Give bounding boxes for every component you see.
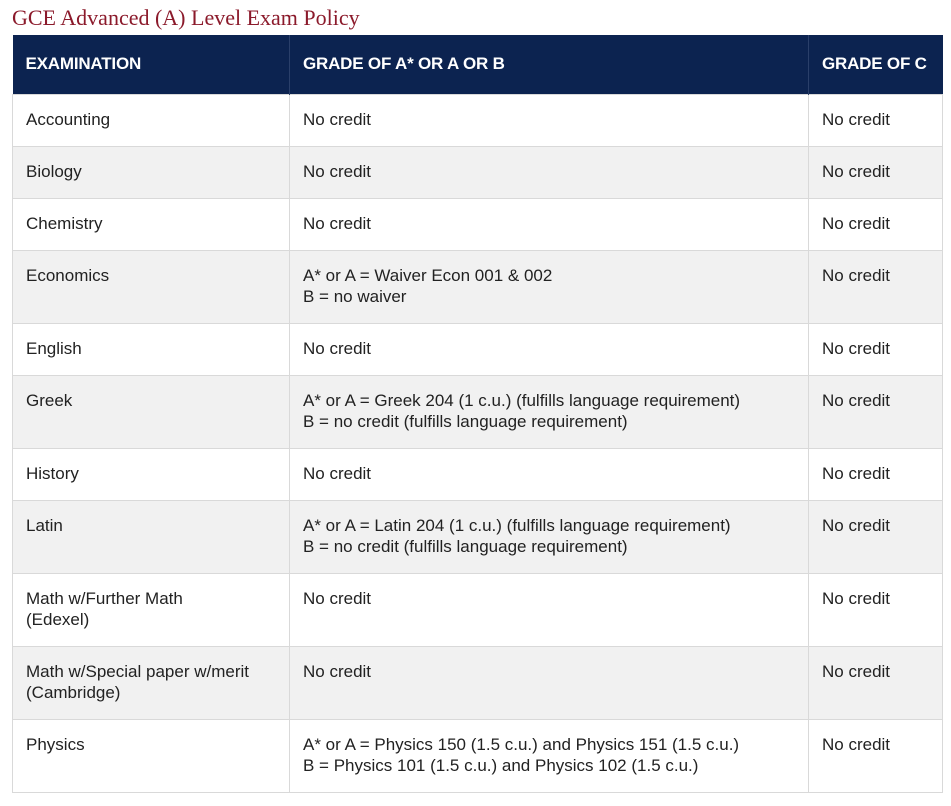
header-row: [13, 35, 943, 94]
table-row: [13, 94, 943, 146]
grade-c-cell: [809, 646, 943, 719]
grade-c-cell: [809, 375, 943, 448]
table-row: [13, 198, 943, 250]
grade-a-b-cell-line: B = no credit (fulfills language requirement): [303, 411, 628, 431]
exam-cell: [13, 146, 290, 198]
column-header-grade-c: GRADE OF C: [809, 35, 943, 94]
column-header-grade-a-b: GRADE OF A* OR A OR B: [290, 35, 809, 94]
grade-a-b-cell-line: No credit: [303, 588, 372, 608]
table-body: [13, 94, 943, 792]
grade-c-cell: [809, 250, 943, 323]
grade-a-b-cell: [290, 146, 809, 198]
grade-a-b-cell: [290, 323, 809, 375]
exam-cell-line: English: [26, 338, 82, 358]
exam-cell-line: Physics: [26, 734, 85, 754]
grade-a-b-cell-line: A* or A = Latin 204 (1 c.u.) (fulfills language requirement): [303, 515, 731, 535]
grade-a-b-cell: [290, 500, 809, 573]
grade-c-cell-line: No credit: [822, 338, 891, 358]
table-row: [13, 500, 943, 573]
grade-c-cell-line: No credit: [822, 265, 891, 285]
page-title: GCE Advanced (A) Level Exam Policy: [12, 5, 360, 30]
table-row: [13, 323, 943, 375]
grade-a-b-cell: [290, 198, 809, 250]
grade-c-cell-line: No credit: [822, 661, 891, 681]
table-row: [13, 573, 943, 646]
grade-a-b-cell: [290, 573, 809, 646]
grade-c-cell-line: No credit: [822, 390, 891, 410]
grade-a-b-cell: [290, 375, 809, 448]
exam-cell: [13, 375, 290, 448]
grade-c-cell-line: No credit: [822, 213, 891, 233]
exam-cell-line: Latin: [26, 515, 63, 535]
grade-a-b-cell: [290, 448, 809, 500]
exam-cell-line: Accounting: [26, 109, 111, 129]
exam-cell: [13, 646, 290, 719]
grade-c-cell-line: No credit: [822, 588, 891, 608]
grade-c-cell: [809, 323, 943, 375]
grade-c-cell: [809, 500, 943, 573]
exam-cell: [13, 573, 290, 646]
exam-cell-line: Math w/Further Math: [26, 588, 183, 608]
grade-a-b-cell-line: B = no credit (fulfills language requirement): [303, 536, 628, 556]
exam-policy-table: [12, 35, 943, 793]
grade-a-b-cell-line: B = Physics 101 (1.5 c.u.) and Physics 102 (1.5 c.u.): [303, 755, 699, 775]
exam-cell: [13, 719, 290, 792]
grade-a-b-cell-line: No credit: [303, 213, 372, 233]
grade-a-b-cell-line: A* or A = Waiver Econ 001 & 002: [303, 265, 553, 285]
table-header: [13, 35, 943, 94]
exam-cell-line: (Cambridge): [26, 682, 121, 702]
grade-a-b-cell: [290, 94, 809, 146]
grade-a-b-cell-line: No credit: [303, 109, 372, 129]
grade-a-b-cell-line: No credit: [303, 161, 372, 181]
grade-c-cell: [809, 573, 943, 646]
grade-c-cell: [809, 198, 943, 250]
grade-a-b-cell: [290, 719, 809, 792]
exam-cell: [13, 198, 290, 250]
exam-cell: [13, 323, 290, 375]
table-row: [13, 719, 943, 792]
exam-cell-line: Math w/Special paper w/merit: [26, 661, 249, 681]
grade-a-b-cell-line: A* or A = Physics 150 (1.5 c.u.) and Physics 151 (1.5 c.u.): [303, 734, 740, 754]
grade-a-b-cell-line: No credit: [303, 338, 372, 358]
exam-cell: [13, 250, 290, 323]
grade-a-b-cell: [290, 646, 809, 719]
grade-c-cell-line: No credit: [822, 161, 891, 181]
exam-cell-line: Economics: [26, 265, 110, 285]
table-row: [13, 375, 943, 448]
exam-cell: [13, 448, 290, 500]
exam-cell-line: History: [26, 463, 79, 483]
grade-a-b-cell-line: No credit: [303, 661, 372, 681]
exam-cell-line: (Edexel): [26, 609, 90, 629]
table-row: [13, 646, 943, 719]
grade-c-cell-line: No credit: [822, 515, 891, 535]
exam-cell-line: Greek: [26, 390, 73, 410]
grade-c-cell-line: No credit: [822, 109, 891, 129]
exam-cell: [13, 500, 290, 573]
grade-c-cell: [809, 94, 943, 146]
grade-c-cell: [809, 719, 943, 792]
table-row: [13, 448, 943, 500]
grade-a-b-cell-line: A* or A = Greek 204 (1 c.u.) (fulfills language requirement): [303, 390, 741, 410]
exam-cell-line: Chemistry: [26, 213, 103, 233]
exam-cell-line: Biology: [26, 161, 82, 181]
grade-c-cell: [809, 146, 943, 198]
grade-c-cell: [809, 448, 943, 500]
grade-c-cell-line: No credit: [822, 734, 891, 754]
grade-a-b-cell-line: No credit: [303, 463, 372, 483]
table-row: [13, 146, 943, 198]
table-row: [13, 250, 943, 323]
grade-a-b-cell: [290, 250, 809, 323]
exam-cell: [13, 94, 290, 146]
grade-a-b-cell-line: B = no waiver: [303, 286, 407, 306]
column-header-examination: EXAMINATION: [13, 35, 290, 94]
grade-c-cell-line: No credit: [822, 463, 891, 483]
